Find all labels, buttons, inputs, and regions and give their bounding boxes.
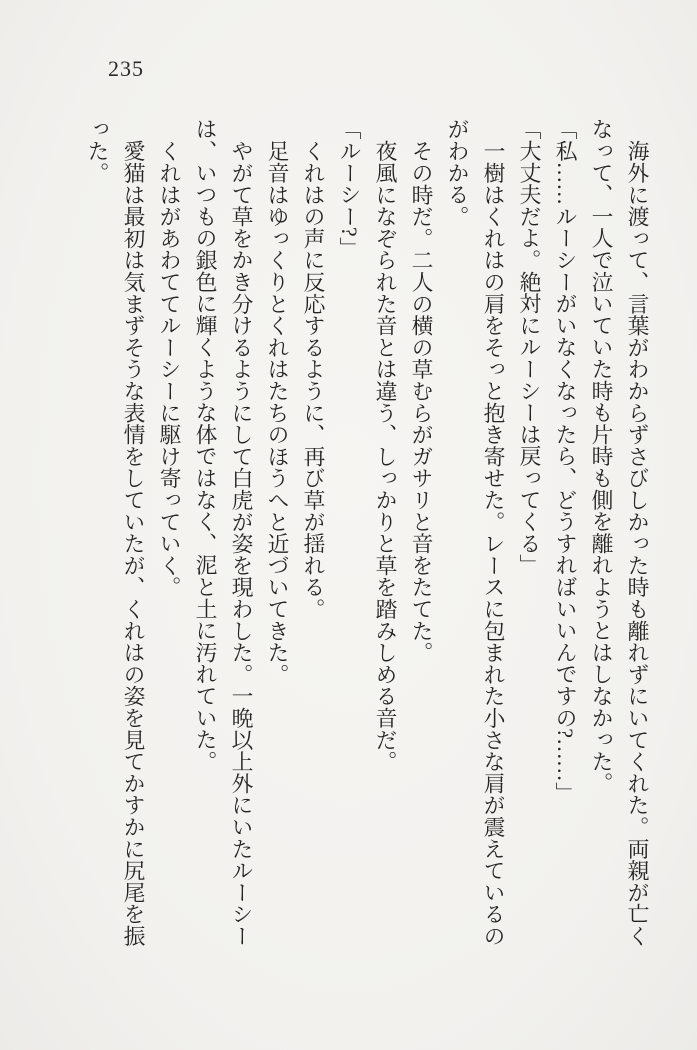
paragraph: 「私……ルーシーがいなくなったら、どうすればいいんですの?……」: [553, 118, 577, 804]
paragraph: 「大丈夫だよ。絶対にルーシーは戻ってくる」: [517, 118, 541, 576]
paragraph: 一樹はくれはの肩をそっと抱き寄せた。レースに包まれた小さな肩が震えているのがわかる。: [445, 118, 505, 947]
paragraph: くれはの声に反応するように、再び草が揺れる。: [301, 139, 325, 620]
paragraph: その時だ。二人の横の草むらがガサリと音をたてた。: [409, 139, 433, 663]
paragraph: 愛猫は最初は気まずそうな表情をしていたが、くれはの姿を見てかすかに尻尾を振った。: [85, 118, 145, 947]
paragraph: 夜風になぞられた音とは違う、しっかりと草を踏みしめる音だ。: [373, 139, 397, 772]
paragraph: くれはがあわててルーシーに駆け寄っていく。: [157, 139, 181, 598]
vertical-text-block: [79, 118, 655, 958]
paragraph: 「ルーシー?」: [337, 118, 361, 259]
page-number: 235: [108, 56, 144, 81]
paragraph: 海外に渡って、言葉がわからずさびしかった時も離れずにいてくれた。両親が亡くなって、一人で泣いていた時も片時も側を離れようとはしなかった。: [589, 118, 649, 947]
paragraph: やがて草をかき分けるようにして白虎が姿を現わした。一晩以上外にいたルーシーは、いつもの銀色に輝くような体ではなく、泥と土に汚れていた。: [193, 118, 253, 947]
paragraph: 足音はゆっくりとくれはたちのほうへと近づいてきた。: [265, 139, 289, 685]
